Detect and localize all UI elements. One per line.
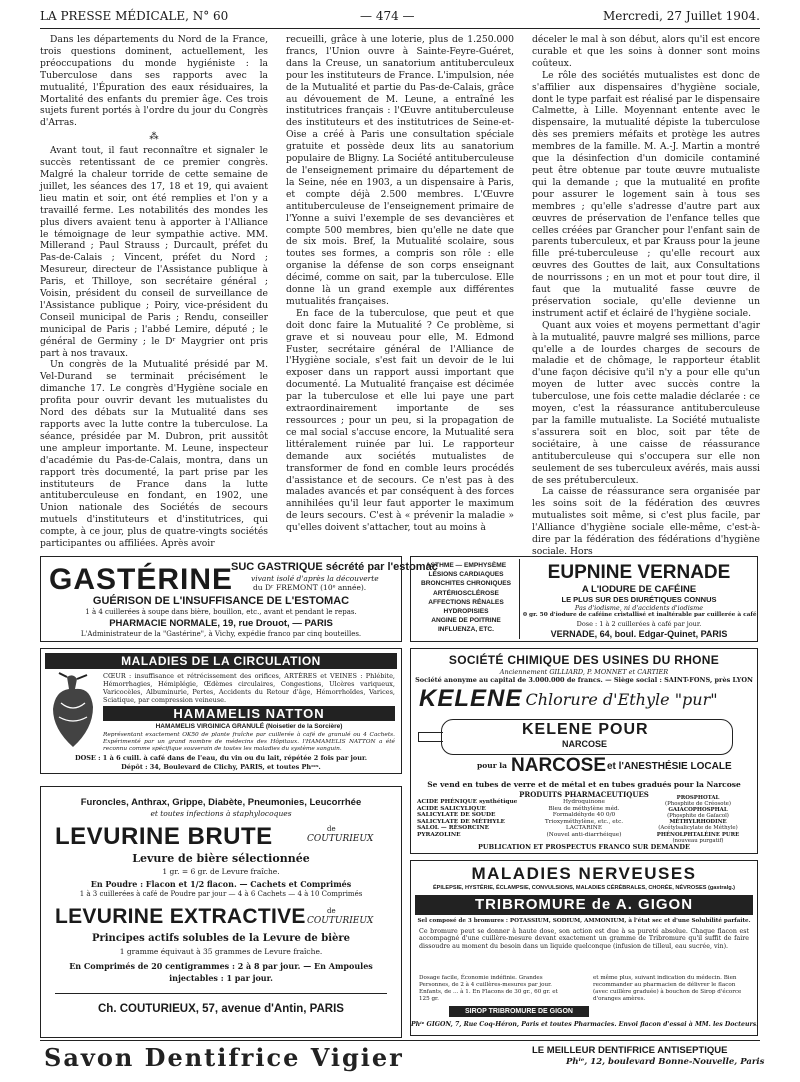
product-list — [529, 799, 639, 839]
product-item: (Phosphite de Créosote) — [665, 801, 731, 808]
ad-section-title: PRODUITS PHARMACEUTIQUES — [519, 790, 649, 799]
ad-note: 1 gr. = 6 gr. de Levure fraîche. — [162, 867, 280, 876]
list-item: LÉSIONS CARDIAQUES — [428, 571, 504, 579]
paragraph: Avant tout, il faut reconnaître et signaler le succès retentissant de ce premier congrès. Malgré la chaleur torride de cette semaine de juillet, les séances des 17, 18 et 19, qui avaient lieu matin et soir, ont été remplies et l'on y a travaillé ferme. Les notabilités des mondes les plus divers avaient tenu à apporter à l'Alliance le témoignage de leur sympathie active. MM. Millerand ; Paul Strauss ; Durcault, préfet du Pas-de-Calais ; Vincent, préfet du Nord ; Mesureur, directeur de l'Assistance publique à Paris, et Thilloye, son secrétaire général ; Voisin, président du conseil de surveillance de l'Assistance publique ; Poiry, vice-président du Conseil municipal de Paris ; Rendu, conseiller municipal de Paris ; l'abbé Lemire, député ; le général de Germiny ; le Dʳ Maygrier ont pris part à nos travaux. — [40, 145, 268, 359]
ad-highlight: NARCOSE — [511, 755, 607, 776]
product-item: LACTARINE — [565, 825, 603, 832]
ad-indications: CŒUR : insuffisance et rétrécissement des orifices, ARTÈRES et VEINES : Phlébite, Hémorrhagies, Hémiplégie, Œdèmes circulaires, Congestions, Ulcères variqueux, Varicocèles, Albuminurie, Pertes, Accidents du Retour d'âge, Hémorrhoïdes, Varices, Sciatique, par compression veineuse. — [103, 672, 395, 704]
ad-indications: Furoncles, Anthrax, Grippe, Diabète, Pneumonies, Leucorrhée — [80, 797, 362, 808]
ad-brand-name: KELENE — [419, 685, 523, 712]
ad-dosage: DOSE : 1 à 6 cuill. à café dans de l'eau, du vin ou du lait, répétée 2 fois par jour. — [74, 754, 368, 762]
ad-gasterine — [40, 556, 438, 642]
ad-address: Dépôt : 34, Boulevard de Clichy, PARIS, et toutes Phᶦᵉˢ. — [121, 763, 321, 771]
product-item: MÉTHYLRHODINE — [669, 819, 727, 826]
ad-title: SUC GASTRIQUE sécrété par l'estomac — [231, 561, 438, 573]
ad-dosage: 1 à 3 cuillerées à café de Poudre par jour — 4 à 6 Cachets — 4 à 10 Comprimés — [79, 890, 363, 898]
ad-brand-name: GASTÉRINE — [49, 563, 234, 596]
tube-nozzle-icon — [418, 732, 443, 742]
tube-label-sub: NARCOSE — [562, 739, 608, 749]
paragraph: déceler le mal à son début, alors qu'il est encore curable et que les soins à donner sont moins coûteux. — [532, 34, 760, 69]
list-item: BRONCHITES CHRONIQUES — [420, 580, 512, 588]
ad-forms: En Comprimés de 20 centigrammes : 2 à 8 par jour. — En Ampoules — [69, 961, 373, 971]
ad-subtitle: et toutes infections à staphylocoques — [150, 809, 292, 818]
journal-title: LA PRESSE MÉDICALE, N° 60 — [40, 9, 229, 23]
ad-label: pour la — [477, 761, 507, 770]
product-item: (Nouvel anti-diarrhéique) — [546, 831, 622, 838]
paragraph: Un congrès de la Mutualité présidé par M. Vel-Durand se terminait précisément le dimanche 17. Le congrès d'Hygiène sociale en profita pour ouvrir devant les mutualistes du Nord des débats sur la Mutualité dans ses rapports avec la lutte contre la tuberculose. La séance, présidée par M. Dubron, prit aussitôt une ampleur importante. M. Leune, inspecteur d'académie du Pas-de-Calais, montra, dans un rapport très documenté, la part prise par les instituteurs de France dans la lutte antituberculeuse en fondant, en 1902, une Union nationale des Sociétés de secours mutuels d'instituteurs et d'institutrices, qui compte, à ce jour, plus de quatre-vingts sociétés participantes ou affiliées. Après avoir — [40, 359, 268, 550]
ad-description: Représentant exactement OK50 de plante fraîche par cuillerée à café de granulé ou 4 Cachets. Expérimenté par un grand nombre de médecins des Hôpitaux. l'HAMAMELIS NATTON a été reconnu comme spécifique souverain de toutes les maladies du système sanguin. — [103, 732, 395, 752]
product-item: PROSPHOTAL — [676, 795, 720, 801]
list-item: HYDROPISIES — [443, 608, 489, 616]
article-body — [40, 34, 760, 557]
article-column-3 — [532, 34, 760, 557]
ad-maker: COUTURIEUX — [307, 834, 374, 844]
product-item: GAIACOPHOSPHAL — [668, 807, 728, 814]
ad-tagline: LE MEILLEUR DENTIFRICE ANTISEPTIQUE — [532, 1045, 728, 1056]
ad-gigon — [410, 860, 758, 1036]
product-list — [417, 799, 525, 839]
ad-note: 1 gramme équivaut à 35 grammes de Levure fraîche. — [119, 947, 323, 956]
ad-brand-name: EUPNINE VERNADE — [547, 562, 731, 583]
ad-brand-name: Savon Dentifrice Vigier — [44, 1043, 404, 1072]
ad-address: Phⁱᵉ, 12, boulevard Bonne-Nouvelle, Paris — [566, 1057, 765, 1067]
product-item: PHÉNOLPHTALÉINE PURE — [656, 831, 740, 838]
page-header — [40, 6, 760, 29]
list-item: ARTÉRIOSCLÉROSE — [433, 589, 499, 597]
ad-subtitle: Sel composé de 3 bromures : POTASSIUM, SODIUM, AMMONIUM, à l'état sec et d'une Solubilité parfaite. — [417, 918, 751, 924]
section-separator: ⁂ — [149, 131, 159, 143]
issue-date: Mercredi, 27 Juillet 1904. — [602, 9, 760, 23]
list-item: AFFECTIONS RÉNALES — [428, 598, 504, 606]
ad-address: VERNADE, 64, boul. Edgar-Quinet, PARIS — [550, 629, 728, 639]
ad-address: Phⁱᵉ GIGON, 7, Rue Coq-Héron, Paris et toutes Pharmacies. Envoi flacon d'essai à MM. les Docteurs. — [411, 1021, 759, 1028]
ad-forms: injectables : 1 par jour. — [169, 973, 273, 983]
ad-maker: COUTURIEUX — [307, 916, 374, 926]
ad-subtitle: Principes actifs solubles de la Levure de bière — [91, 933, 351, 944]
paragraph: recueilli, grâce à une loterie, plus de 1.250.000 francs, l'Union ouvre à Sainte-Feyre-Guéret, dans la Creuse, un sanatorium antituberculeux pour les instituteurs de France. L'impulsion, née de la Mutualité et partie du Pas-de-Calais, grâce au dévouement de M. Leune, a entraîné les institutrices français : l'Œuvre antituberculeuse des instituteurs et des institutrices de Seine-et-Oise a créé à Paris une consultation spéciale gratuite et possède deux lits au sanatorium populaire de Bligny. La Société antituberculeuse de l'enseignement primaire du département de la Seine, née en 1903, a un dispensaire à Paris, et compte déjà 2.500 membres. L'Œuvre antituberculeuse de l'enseignement primaire de l'Yonne a suivi l'exemple de ses devancières et compte 500 membres, bien qu'elle ne date que de six mois. Bref, la Mutualité scolaire, sous toutes ses formes, a compris son rôle : elle organise la défense de son corps enseignant décimé, comme on sait, par la tuberculose. Elle donne là un grand exemple aux différentes mutualités françaises. — [286, 34, 514, 307]
ad-brand-name: TRIBROMURE de A. GIGON — [415, 895, 753, 915]
ad-vigier — [40, 1040, 765, 1073]
ad-eupnine — [410, 556, 758, 642]
product-list — [643, 795, 753, 844]
tube-illustration — [441, 719, 733, 755]
product-item: SALICYLATE DE MÉTHYLE — [417, 818, 505, 825]
paragraph: Le rôle des sociétés mutualistes est donc de s'affilier aux dispensaires d'hygiène sociale, dont le type parfait est réalisé par le dispensaire Calmette, à Lille. Moyennant entente avec le dispensaire, la mutualité dépiste la tuberculose dès ses premiers méfaits et protège les autres membres de la famille. M. A.-J. Martin a montré que la désinfection d'un domicile contaminé peut être obtenue par toute œuvre mutualiste qui la demande ; que la mutualité en profite pour assurer le logement sain à tous ses membres ; qu'elle s'adresse d'autre part aux œuvres de préservation de l'enfance telles que celles créées par Grancher pour l'enfant sain de parents tuberculeux, et par Krauss pour la jeune fille pré-tuberculeuse ; qu'elle recourt aux œuvres des Gouttes de lait, aux Consultations de nourrissons ; en un mot et pour tout dire, il faut que la mutualité fasse œuvre de préservation sociale, qu'elle devienne un instrument actif et éclairé de l'hygiène sociale. — [532, 69, 760, 319]
ad-footer: PUBLICATION ET PROSPECTUS FRANCO SUR DEMANDE — [478, 843, 690, 851]
ad-dosage: 1 à 4 cuillerées à soupe dans bière, bouillon, etc., avant et pendant le repas. — [85, 608, 357, 616]
product-item: (nouveau purgatif) — [672, 837, 724, 844]
ad-subtitle: HAMAMELIS VIRGINICA GRANULÉ (Noisetier de la Sorcière) — [155, 723, 343, 730]
ad-indications: ÉPILEPSIE, HYSTÉRIE, ÉCLAMPSIE, CONVULSIONS, MALADIES CÉRÉBRALES, CHORÉE, NÉVROSES (gastralg.) — [432, 885, 736, 891]
ad-address: PHARMACIE NORMALE, 19, rue Drouot, — PARIS — [109, 618, 333, 629]
product-item: Formaldéhyde 40 0/0 — [552, 812, 616, 819]
heart-illustration-icon — [47, 673, 99, 751]
ad-kelene — [410, 648, 758, 854]
list-item: INFLUENZA, ETC. — [437, 626, 495, 634]
ad-note: et même plus, suivant indication du médecin. Bien recommander au pharmacien de délivrer le flacon (avec cuillère graduée) à bouchon de Sirop d'écorce d'oranges amères. — [593, 975, 742, 1002]
divider — [55, 993, 387, 994]
ad-label: de — [327, 907, 336, 915]
ad-banner: MALADIES NERVEUSES — [471, 864, 697, 883]
product-item: (Phosphite de Gaïacol) — [667, 813, 729, 820]
ad-note: Société anonyme au capital de 3.000.000 de francs. — Siège social : SAINT-FONS, près LYON — [415, 676, 753, 684]
ad-note: L'Administrateur de la "Gastérine", à Vichy, expédie franco par cinq bouteilles. — [80, 630, 362, 638]
product-item: SALOL — RÉSORCINE — [417, 825, 490, 832]
ad-dosage: Dose : 1 à 2 cuillerées à café par jour. — [576, 620, 702, 628]
product-item: Trioxyméthylène, etc., etc. — [544, 818, 624, 825]
list-item: ANGINE DE POITRINE — [431, 617, 501, 625]
article-column-2 — [286, 34, 514, 542]
ad-subtitle: du Dʳ FREMONT (10ᵉ année). — [253, 583, 367, 592]
ad-claim: GUÉRISON DE L'INSUFFISANCE DE L'ESTOMAC — [92, 595, 350, 607]
list-item: ASTHME — EMPHYSÈME — [425, 562, 507, 569]
ad-subtitle: vivant isolé d'après la découverte — [251, 574, 379, 583]
ad-description: Ce bromure peut se donner à haute dose, son action est due à sa pureté absolue. Chaque flacon est accompagné d'une cuillère-mesure devant exactement un gramme de Tribromure qu'il suffit de faire dissoudre au moment du besoin dans un liquide quelconque (infusion de tilleul, eau sucrée, vin). — [419, 928, 749, 950]
ad-highlight: et l'ANESTHÉSIE LOCALE — [607, 761, 732, 772]
ad-tagline: : Chlorure d'Ethyle "pur" — [515, 690, 718, 709]
ad-claim: LE PLUS SUR DES DIURÉTIQUES CONNUS — [561, 595, 717, 604]
ad-note: Se vend en tubes de verre et de métal et en tubes gradués pour la Narcose — [427, 780, 741, 789]
product-item: Bleu de méthylène méd. — [548, 805, 620, 812]
paragraph: Quant aux voies et moyens permettant d'agir à la mutualité, pauvre malgré ses millions, parce qu'elle a de lourdes charges de secours de maladie et de chômage, le rapporteur établit d'une façon décisive qu'il n'y a pour elle qu'un moyen de lutter avec succès contre la tuberculose, une fois cette maladie déclarée : ce moyen, c'est la réassurance antituberculeuse par la famille mutualiste. La Société mutualiste s'assurera soit en bloc, soit par tête de sociétaire, à une caisse de réassurance antituberculeuse qui s'occupera sur elle non seulement de ses tuberculeux avérés, mais aussi de ses prétuberculeux. — [532, 319, 760, 486]
product-item: PYRAZOLINE — [417, 831, 461, 838]
ad-hamamelis — [40, 648, 402, 774]
ad-dosage: Dosage facile, Économie indéfinie. Grandes Personnes, de 2 à 4 cuillères-mesures par jour. Enfants, de ... à 1. En Flacons de 30 gr., 60 gr. et 125 gr. — [419, 975, 558, 1002]
ad-brand-name: HAMAMELIS NATTON — [103, 706, 395, 721]
ad-highlight: SIROP TRIBROMURE DE GIGON — [449, 1006, 589, 1017]
product-item: ACIDE SALICYLIQUE — [417, 805, 486, 812]
product-item: (Acétylsalicylate de Méthyle) — [658, 825, 738, 832]
ad-forms: En Poudre : Flacon et 1/2 flacon. — Cachets et Comprimés — [90, 879, 352, 889]
ad-note: 0 gr. 50 d'iodure de caféine cristallisé et inaltérable par cuillerée à café — [523, 612, 757, 618]
ad-company: SOCIÉTÉ CHIMIQUE DES USINES DU RHONE — [448, 653, 720, 667]
ad-banner: MALADIES DE LA CIRCULATION — [45, 653, 397, 669]
product-item: Hydroquinone — [563, 799, 605, 805]
tube-label: KELENE POUR — [522, 721, 649, 738]
article-column-1 — [40, 34, 268, 550]
ad-levurine — [40, 786, 402, 1038]
ad-note: Pas d'iodisme, ni d'accidents d'iodisme — [574, 604, 704, 612]
product-item: ACIDE PHÉNIQUE synthétique — [417, 799, 518, 805]
ad-subtitle: Anciennement GILLIARD, P. MONNET et CARTIER — [499, 668, 669, 676]
paragraph: Dans les départements du Nord de la France, trois questions dominent, actuellement, les préoccupations du monde hygiéniste : la Tuberculose dans ses rapports avec la mutualité, l'Épuration des eaux résiduaires, la Mortalité des enfants du premier âge. Ces trois sujets furent portés à l'ordre du jour du Congrès d'Arras. — [40, 34, 268, 129]
ad-brand-name-2: LEVURINE EXTRACTIVE — [55, 905, 306, 928]
ad-label: de — [327, 825, 336, 833]
paragraph: En face de la tuberculose, que peut et que doit donc faire la Mutualité ? Ce problème, si grave et si nouveau pour elle, M. Edmond Fuster, secrétaire général de l'Alliance de l'Hygiène sociale, s'est fait un devoir de le lui exposer dans un rapport aussi important que documenté. La Mutualité française est décimée par la tuberculose et elle lui paye une part extraordinairement importante de ses ressources ; pour un peu, si la propagation de ce mal social s'accuse encore, la Mutualité sera littéralement ruinée par lui. Le rapporteur demande aux sociétés mutualistes de transformer de fond en comble leurs procédés d'assistance et de secours. Ce n'est pas à des malades avancés et par conséquent à des forces annihilées qu'il leur faut apporter le maximum de leurs secours. C'est à « prévenir la maladie » qu'elles doivent s'attacher, tout au moins à — [286, 307, 514, 534]
ad-indication-list — [415, 561, 517, 635]
ad-subtitle: A L'IODURE DE CAFÉINE — [581, 584, 697, 595]
page-number: — 474 — — [360, 9, 415, 23]
ad-subtitle: Levure de bière sélectionnée — [132, 852, 310, 865]
product-item: SALICYLATE DE SOUDE — [417, 812, 496, 819]
ad-address: Ch. COUTURIEUX, 57, avenue d'Antin, PARIS — [98, 1003, 344, 1015]
paragraph: La caisse de réassurance sera organisée par les soins soit de la fédération des œuvres mutualistes soit même, si c'est plus facile, par l'Alliance d'hygiène sociale elle-même, c'est-à-dire par la fédération des fédérations d'hygiène sociale. Hors — [532, 486, 760, 557]
divider — [519, 559, 520, 639]
ad-brand-name: LEVURINE BRUTE — [55, 823, 273, 850]
